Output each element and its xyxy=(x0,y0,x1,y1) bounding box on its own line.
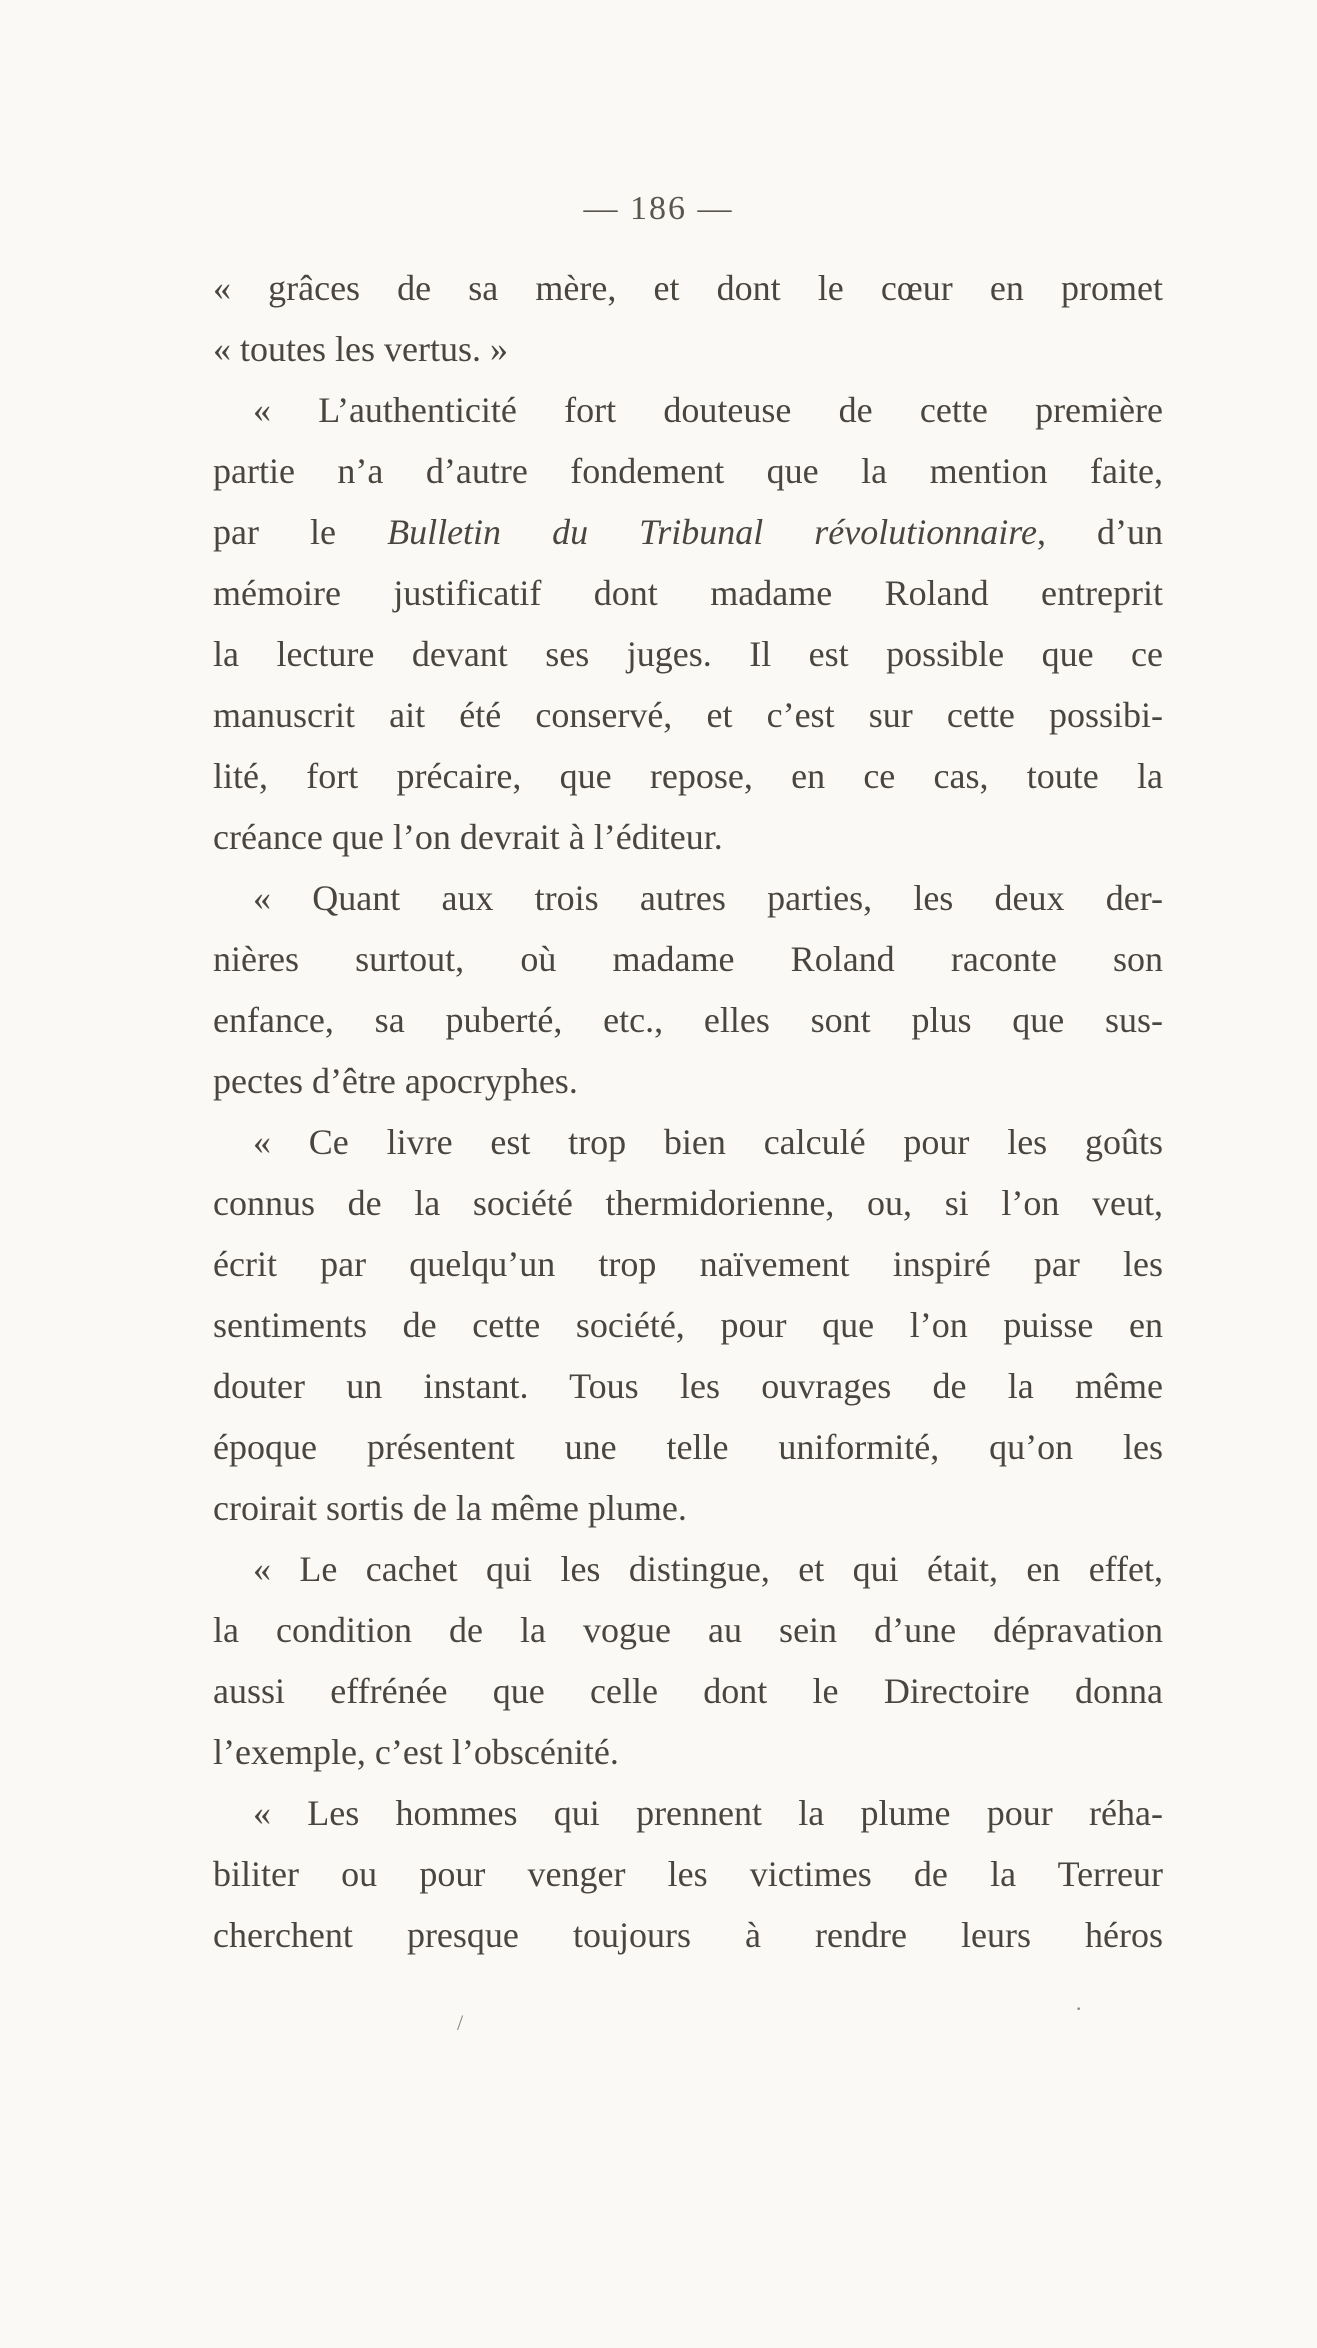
text-line xyxy=(213,502,1163,563)
text-segment: , d’un xyxy=(1036,512,1163,552)
text-line: « Le cachet qui les distingue, et qui était, en effet, xyxy=(253,1549,1163,1589)
text-line: l’exemple, c’est l’obscénité. xyxy=(213,1732,619,1772)
body-text xyxy=(213,258,1163,1966)
text-line: connus de la société thermidorienne, ou, si l’on veut, xyxy=(213,1183,1163,1223)
text-line: biliter ou pour venger les victimes de la Terreur xyxy=(213,1854,1163,1894)
text-line: manuscrit ait été conservé, et c’est sur cette possibi- xyxy=(213,695,1163,735)
text-line: « L’authenticité fort douteuse de cette première xyxy=(253,390,1163,430)
text-line: « Ce livre est trop bien calculé pour les goûts xyxy=(253,1122,1163,1162)
page-number: — 186 — xyxy=(583,190,734,227)
stray-dot: · xyxy=(1075,1996,1083,2021)
text-line: lité, fort précaire, que repose, en ce cas, toute la xyxy=(213,756,1163,796)
text-line: « toutes les vertus. » xyxy=(213,329,508,369)
text-line: partie n’a d’autre fondement que la mention faite, xyxy=(213,451,1163,491)
stray-mark: / xyxy=(457,2010,464,2035)
text-line: créance que l’on devrait à l’éditeur. xyxy=(213,817,723,857)
text-line: « Les hommes qui prennent la plume pour réha- xyxy=(253,1793,1163,1833)
text-line: douter un instant. Tous les ouvrages de la même xyxy=(213,1366,1163,1406)
text-line: cherchent presque toujours à rendre leurs héros xyxy=(213,1915,1163,1955)
text-line: écrit par quelqu’un trop naïvement inspiré par les xyxy=(213,1244,1163,1284)
text-line: la condition de la vogue au sein d’une dépravation xyxy=(213,1610,1163,1650)
text-line: mémoire justificatif dont madame Roland entreprit xyxy=(213,573,1163,613)
text-line: « grâces de sa mère, et dont le cœur en promet xyxy=(213,268,1163,308)
text-line: sentiments de cette société, pour que l’on puisse en xyxy=(213,1305,1163,1345)
italic-title: Bulletin du Tribunal révolutionnaire xyxy=(387,512,1037,552)
text-line: pectes d’être apocryphes. xyxy=(213,1061,578,1101)
text-segment: par le xyxy=(213,512,388,552)
text-line: croirait sortis de la même plume. xyxy=(213,1488,687,1528)
text-line: « Quant aux trois autres parties, les deux der- xyxy=(253,878,1163,918)
text-line: enfance, sa puberté, etc., elles sont plus que sus- xyxy=(213,1000,1163,1040)
text-line: aussi effrénée que celle dont le Directoire donna xyxy=(213,1671,1163,1711)
text-line: la lecture devant ses juges. Il est possible que ce xyxy=(213,634,1163,674)
text-line: époque présentent une telle uniformité, qu’on les xyxy=(213,1427,1163,1467)
text-line: nières surtout, où madame Roland raconte son xyxy=(213,939,1163,979)
